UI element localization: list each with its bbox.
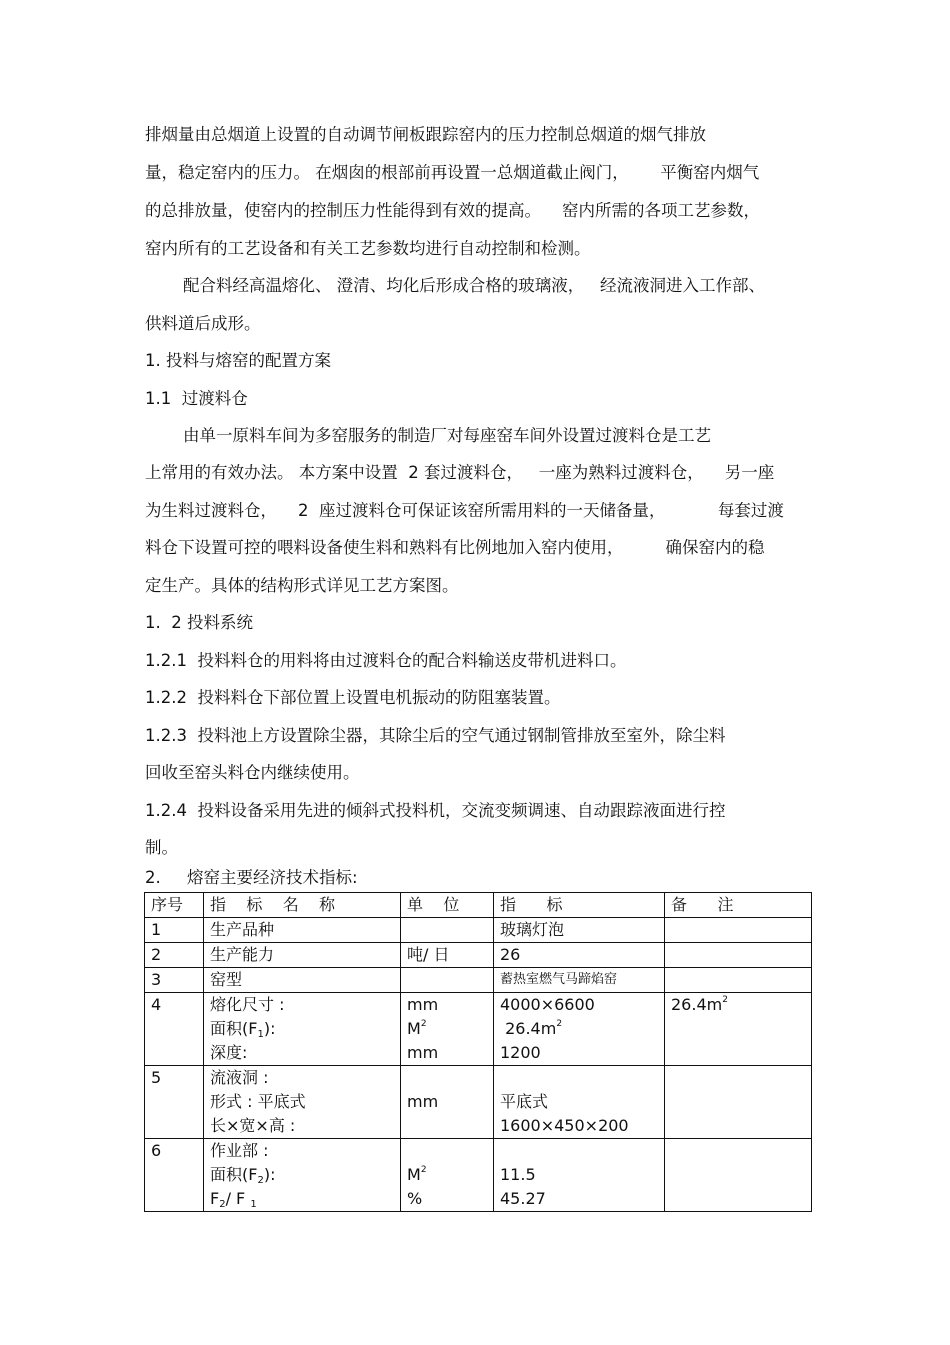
paragraph-line: 为生料过渡料仓， 2 座过渡料仓可保证该窑所需用料的一天储备量， 每套过渡	[145, 501, 784, 520]
row-number: 1	[145, 918, 204, 943]
value-cell	[494, 993, 665, 1066]
table-row	[145, 968, 812, 993]
indicator-name: 生产能力	[204, 943, 401, 968]
unit-cell	[401, 968, 494, 993]
value-line: 1200	[500, 1043, 541, 1062]
unit-cell	[401, 918, 494, 943]
name-line: 流液洞 :	[210, 1068, 269, 1087]
paragraph-line: 的总排放量，使窑内的控制压力性能得到有效的提高。 窑内所需的各项工艺参数，	[145, 201, 760, 220]
note-cell	[665, 968, 812, 993]
header-cell: 备 注	[665, 893, 812, 918]
unit-line	[407, 1139, 487, 1163]
table-header-row	[145, 893, 812, 918]
row-number: 3	[145, 968, 204, 993]
value-line: 平底式	[500, 1092, 549, 1111]
note-cell	[665, 918, 812, 943]
value-line	[500, 1066, 658, 1090]
section-heading: 1. 投料与熔窑的配置方案	[145, 351, 331, 370]
unit-line: $M^2$	[407, 1019, 427, 1038]
unit-cell	[401, 993, 494, 1066]
value-line: $26.4m^2$	[505, 1019, 563, 1038]
section-heading: 2. 熔窑主要经济技术指标:	[145, 868, 358, 887]
table-row	[145, 1066, 812, 1139]
paragraph-line: 供料道后成形。	[145, 314, 261, 333]
unit-line	[407, 1066, 487, 1090]
indicator-name: 窑型	[204, 968, 401, 993]
name-line: 深度:	[210, 1043, 248, 1062]
table-row	[145, 943, 812, 968]
paragraph-line: 回收至窑头料仓内继续使用。	[145, 763, 360, 782]
unit-line: mm	[407, 1092, 439, 1111]
subsection-heading: 1.1 过渡料仓	[145, 389, 248, 408]
paragraph-line: 配合料经高温熔化、 澄清、均化后形成合格的玻璃液， 经流液洞进入工作部、	[183, 276, 765, 295]
indicator-name: 生产品种	[204, 918, 401, 943]
value-line	[500, 1139, 658, 1163]
spec-table	[144, 892, 812, 1212]
name-line: 长×宽×高 :	[210, 1116, 296, 1135]
row-number: 4	[145, 993, 204, 1066]
value-line: 4000×6600	[500, 995, 595, 1014]
unit-line: mm	[407, 995, 439, 1014]
paragraph-line: 制。	[145, 838, 178, 857]
indicator-name	[204, 993, 401, 1066]
name-line: F2/ F 1	[210, 1189, 257, 1210]
unit-cell	[401, 1139, 494, 1212]
value-cell: 玻璃灯泡	[494, 918, 665, 943]
value-line: 45.27	[500, 1189, 546, 1208]
note-cell	[665, 943, 812, 968]
value-cell: 26	[494, 943, 665, 968]
paragraph-line: 由单一原料车间为多窑服务的制造厂对每座窑车间外设置过渡料仓是工艺	[183, 426, 711, 445]
header-cell: 单 位	[401, 893, 494, 918]
paragraph-line: 定生产。具体的结构形式详见工艺方案图。	[145, 576, 459, 595]
row-number: 6	[145, 1139, 204, 1212]
header-cell: 序号	[145, 893, 204, 918]
header-cell: 指 标	[494, 893, 665, 918]
value-line: 1600×450×200	[500, 1116, 629, 1135]
table-row	[145, 1139, 812, 1212]
paragraph-line: 1.2.2 投料料仓下部位置上设置电机振动的防阻塞装置。	[145, 688, 561, 707]
paragraph-line: 排烟量由总烟道上设置的自动调节闸板跟踪窑内的压力控制总烟道的烟气排放	[145, 125, 706, 144]
unit-line: %	[407, 1189, 423, 1208]
note-cell	[665, 1139, 812, 1212]
table-row	[145, 993, 812, 1066]
name-line: 面积(F1):	[210, 1019, 276, 1040]
row-number: 2	[145, 943, 204, 968]
paragraph-line: 1.2.4 投料设备采用先进的倾斜式投料机，交流变频调速、自动跟踪液面进行控	[145, 801, 726, 820]
name-line: 熔化尺寸 :	[210, 995, 285, 1014]
unit-line: mm	[407, 1043, 439, 1062]
value-line: 11.5	[500, 1165, 536, 1184]
paragraph-line: 料仓下设置可控的喂料设备使生料和熟料有比例地加入窑内使用， 确保窑内的稳	[145, 538, 765, 557]
indicator-name	[204, 1066, 401, 1139]
note-cell: $26.4m^2$	[665, 993, 812, 1066]
unit-cell: 吨/ 日	[401, 943, 494, 968]
indicator-name	[204, 1139, 401, 1212]
subsection-heading: 1. 2 投料系统	[145, 613, 253, 632]
header-cell: 指 标 名 称	[204, 893, 401, 918]
paragraph-line: 量，稳定窑内的压力。 在烟囱的根部前再设置一总烟道截止阀门， 平衡窑内烟气	[145, 163, 760, 182]
row-number: 5	[145, 1066, 204, 1139]
paragraph-line: 上常用的有效办法。 本方案中设置 2 套过渡料仓， 一座为熟料过渡料仓， 另一座	[145, 463, 775, 482]
value-cell	[494, 1066, 665, 1139]
paragraph-line: 1.2.1 投料料仓的用料将由过渡料仓的配合料输送皮带机进料口。	[145, 651, 627, 670]
table-row	[145, 918, 812, 943]
value-cell: 蓄热室燃气马蹄焰窑	[494, 968, 665, 993]
unit-cell	[401, 1066, 494, 1139]
note-cell	[665, 1066, 812, 1139]
unit-line: $M^2$	[407, 1165, 427, 1184]
name-line: 形式 : 平底式	[210, 1092, 306, 1111]
unit-line	[407, 1114, 487, 1138]
value-cell	[494, 1139, 665, 1212]
name-line: 面积(F2):	[210, 1165, 276, 1186]
name-line: 作业部 :	[210, 1141, 269, 1160]
paragraph-line: 窑内所有的工艺设备和有关工艺参数均进行自动控制和检测。	[145, 239, 591, 258]
paragraph-line: 1.2.3 投料池上方设置除尘器，其除尘后的空气通过钢制管排放至室外，除尘料	[145, 726, 726, 745]
